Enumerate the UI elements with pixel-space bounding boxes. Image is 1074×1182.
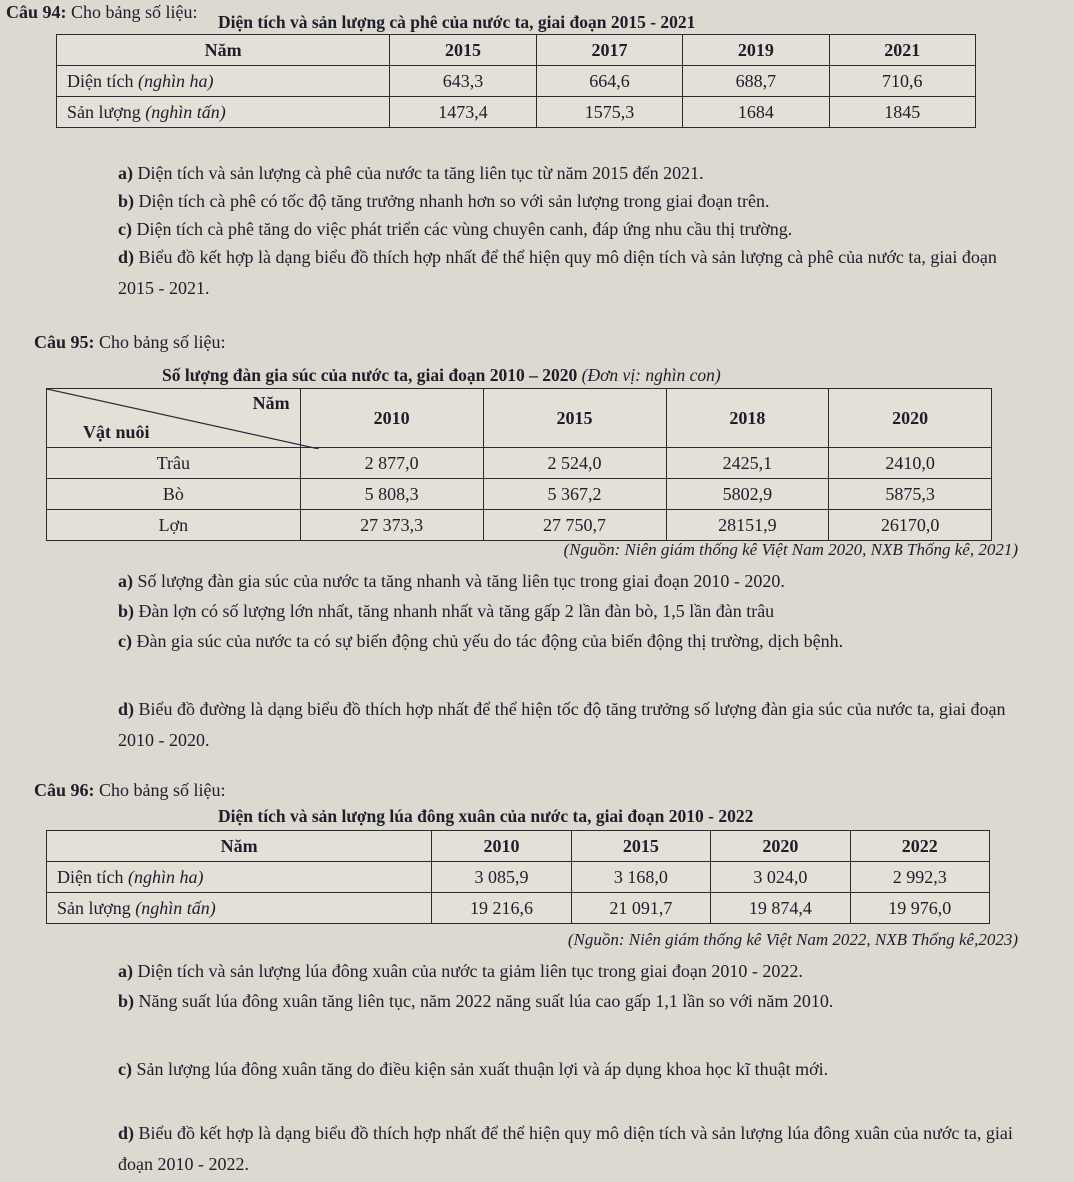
table-cell: 688,7 [683,66,829,97]
table-cell: 19 216,6 [432,893,571,924]
q94-title [6,2,198,23]
q95-statement-d: d) Biểu đồ đường là dạng biểu đồ thích hợp nhất để thể hiện tốc độ tăng trưởng số lượng đàn gia súc của nước ta, giai đoạn 2010 - 2020. [118,699,1006,750]
header-cell: 2017 [536,35,682,66]
header-cell: 2010 [432,831,571,862]
q95-source: (Nguồn: Niên giám thống kê Việt Nam 2020, NXB Thống kê, 2021) [563,540,1018,559]
q94-statement-b: b) Diện tích cà phê có tốc độ tăng trưởng nhanh hơn so với sản lượng trong giai đoạn trên. [118,191,770,211]
q95-table [46,388,992,541]
q96-number: Câu 96: [34,780,95,800]
q96-table [46,830,990,924]
header-cell: 2021 [829,35,975,66]
table-cell: 19 976,0 [850,893,989,924]
header-cell: 2015 [571,831,710,862]
table-cell: 710,6 [829,66,975,97]
q95-statement-b: b) Đàn lợn có số lượng lớn nhất, tăng nhanh nhất và tăng gấp 2 lần đàn bò, 1,5 lần đàn trâu [118,601,775,621]
header-cell: Năm [57,35,390,66]
row-label: Sản lượng (nghìn tấn) [57,97,390,128]
header-cell: 2015 [390,35,536,66]
table-cell: 2410,0 [829,448,992,479]
table-row [57,66,976,97]
table-cell: 1845 [829,97,975,128]
table-cell: 2 877,0 [300,448,483,479]
q95-statement-a: a) Số lượng đàn gia súc của nước ta tăng nhanh và tăng liên tục trong giai đoạn 2010 - 2020. [118,571,785,591]
q95-table-caption: Số lượng đàn gia súc của nước ta, giai đoạn 2010 – 2020 (Đơn vị: nghìn con) [162,365,721,385]
table-cell: 19 874,4 [711,893,850,924]
table-cell: 1575,3 [536,97,682,128]
table-row [47,448,992,479]
table-cell: 2 524,0 [483,448,666,479]
table-cell: 5802,9 [666,479,829,510]
header-cell: 2022 [850,831,989,862]
table-cell: 2425,1 [666,448,829,479]
table-cell: 1684 [683,97,829,128]
table-row [47,510,992,541]
table-cell: 664,6 [536,66,682,97]
q94-statement-c: c) Diện tích cà phê tăng do việc phát triển các vùng chuyên canh, đáp ứng nhu cầu thị trường. [118,219,793,239]
table-cell: 21 091,7 [571,893,710,924]
q94-statement-a: a) Diện tích và sản lượng cà phê của nước ta tăng liên tục từ năm 2015 đến 2021. [118,163,704,183]
table-cell: 27 373,3 [300,510,483,541]
row-label: Lợn [47,510,301,541]
row-label: Diện tích (nghìn ha) [47,862,432,893]
header-cell: 2015 [483,389,666,448]
header-cell: 2018 [666,389,829,448]
q96-table-caption: Diện tích và sản lượng lúa đông xuân của nước ta, giai đoạn 2010 - 2022 [218,806,754,826]
q94-intro: Cho bảng số liệu: [71,2,198,22]
table-cell: 2 992,3 [850,862,989,893]
q94-table-caption: Diện tích và sản lượng cà phê của nước ta, giai đoạn 2015 - 2021 [218,12,696,32]
table-row [57,97,976,128]
table-row [47,479,992,510]
table-cell: 5 808,3 [300,479,483,510]
header-cell: 2020 [829,389,992,448]
header-year: Năm [252,393,290,413]
table-cell: 3 024,0 [711,862,850,893]
header-cell: 2010 [300,389,483,448]
header-cell: Năm [47,831,432,862]
table-cell: 26170,0 [829,510,992,541]
row-label: Trâu [47,448,301,479]
q95-unit: (Đơn vị: nghìn con) [581,365,721,385]
diagonal-header-cell [47,389,301,448]
q94-number: Câu 94: [6,2,67,22]
table-cell: 5875,3 [829,479,992,510]
q95-statement-c: c) Đàn gia súc của nước ta có sự biến động chủ yếu do tác động của biến động thị trường, dịch bệnh. [118,631,844,651]
q96-title [34,780,226,801]
table-row [47,389,992,448]
table-cell: 28151,9 [666,510,829,541]
row-label: Sản lượng (nghìn tấn) [47,893,432,924]
row-label: Bò [47,479,301,510]
table-row [57,35,976,66]
q95-title [34,332,226,353]
q94-statement-d: d) Biểu đồ kết hợp là dạng biểu đồ thích hợp nhất để thể hiện quy mô diện tích và sản lượng cà phê của nước ta, giai đoạn 2015 - 2021. [118,247,997,298]
table-row [47,862,990,893]
q94-table [56,34,976,128]
q96-intro: Cho bảng số liệu: [99,780,226,800]
q95-number: Câu 95: [34,332,95,352]
table-cell: 1473,4 [390,97,536,128]
table-cell: 643,3 [390,66,536,97]
q95-intro: Cho bảng số liệu: [99,332,226,352]
header-item: Vật nuôi [83,422,150,442]
q96-statement-c: c) Sản lượng lúa đông xuân tăng do điều kiện sản xuất thuận lợi và áp dụng khoa học kĩ thuật mới. [118,1059,829,1079]
table-row [47,893,990,924]
header-cell: 2020 [711,831,850,862]
table-cell: 3 085,9 [432,862,571,893]
q96-statement-b: b) Năng suất lúa đông xuân tăng liên tục, năm 2022 năng suất lúa cao gấp 1,1 lần so với năm 2010. [118,991,834,1011]
row-label: Diện tích (nghìn ha) [57,66,390,97]
header-cell: 2019 [683,35,829,66]
q96-source: (Nguồn: Niên giám thống kê Việt Nam 2022, NXB Thống kê,2023) [567,930,1018,949]
q96-statement-d: d) Biểu đồ kết hợp là dạng biểu đồ thích hợp nhất để thể hiện quy mô diện tích và sản lượng lúa đông xuân của nước ta, giai đoạn 2010 - 2022. [118,1123,1013,1174]
table-row [47,831,990,862]
table-cell: 27 750,7 [483,510,666,541]
q96-statement-a: a) Diện tích và sản lượng lúa đông xuân của nước ta giảm liên tục trong giai đoạn 2010 - 2022. [118,961,803,981]
table-cell: 3 168,0 [571,862,710,893]
table-cell: 5 367,2 [483,479,666,510]
